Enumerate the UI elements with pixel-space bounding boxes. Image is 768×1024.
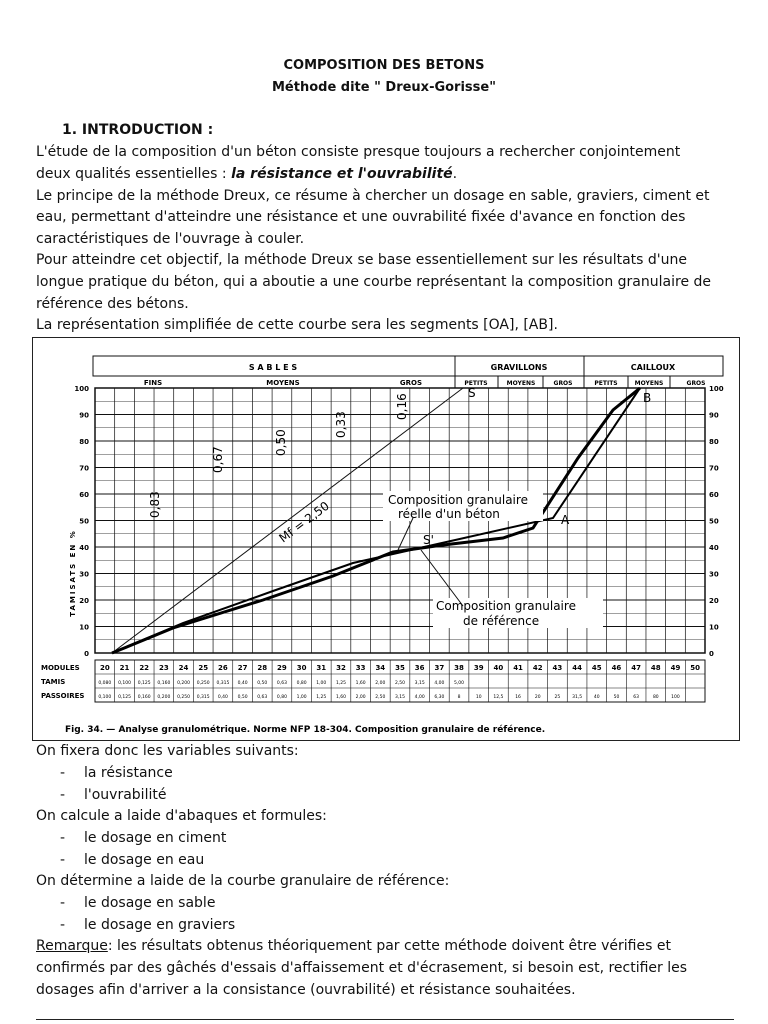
passoire-value: 2,00 [355, 695, 366, 700]
tamis-value: 0,200 [177, 681, 190, 686]
module-value: 49 [670, 664, 681, 672]
remark-line: dosages afin d'arriver a la consistance (ouvrabilité) et résistance souhaitées. [36, 982, 576, 998]
list-item: - le dosage en graviers [60, 917, 236, 933]
module-value: 40 [493, 664, 504, 672]
passoire-value: 31,5 [572, 695, 583, 700]
subheader-moyens-gravillons: MOYENS [506, 380, 536, 387]
module-value: 39 [473, 664, 484, 672]
list-item-text: l'ouvrabilité [84, 787, 167, 803]
passoire-value: 100 [671, 695, 680, 700]
remark-line: confirmés par des gâchés d'essais d'affaissement et d'écrasement, si besoin est, rectifier les [36, 960, 688, 976]
tamis-value: 0,80 [296, 681, 307, 686]
passoire-value: 0,250 [177, 695, 190, 700]
sieve-row-label: MODULES [41, 664, 80, 672]
remark-text: : les résultats obtenus théoriquement par cette méthode doivent être vérifies et [107, 938, 671, 954]
det-intro: On détermine a laide de la courbe granulaire de référence: [36, 873, 450, 889]
y-tick-right: 50 [709, 517, 719, 526]
subheader-gros: GROS [399, 379, 423, 387]
passoire-value: 0,40 [217, 695, 228, 700]
y-tick-right: 90 [709, 411, 719, 420]
passoire-value: 0,315 [196, 695, 210, 700]
list-item: - l'ouvrabilité [60, 787, 167, 803]
ref-label-line2: de référence [463, 614, 540, 628]
passoire-value: 63 [633, 695, 639, 700]
tamis-value: 5,00 [454, 681, 465, 686]
module-value: 45 [591, 664, 602, 672]
calc-intro: On calcule a laide d'abaques et formules: [36, 808, 327, 824]
intro-line: caractéristiques de l'ouvrage à couler. [36, 231, 305, 247]
intro-text: deux qualités essentielles : [36, 166, 232, 182]
module-value: 21 [119, 664, 130, 672]
passoire-value: 25 [554, 695, 561, 700]
list-item-text: le dosage en eau [84, 852, 205, 868]
tamis-value: 0,080 [98, 681, 112, 686]
modulus-label-050: 0,50 [274, 429, 288, 456]
intro-line: Pour atteindre cet objectif, la méthode Dreux se base essentiellement sur les résultats d'une [36, 252, 687, 268]
module-value: 47 [631, 664, 642, 672]
module-value: 46 [611, 664, 622, 672]
module-value: 22 [139, 664, 150, 672]
intro-line: longue pratique du béton, qui a aboutie a une courbe représentant la composition granulaire de [36, 274, 712, 290]
tamis-value: 0,63 [276, 681, 287, 686]
module-value: 35 [395, 664, 405, 672]
sieve-row-label: PASSOIRES [41, 692, 85, 700]
header-cailloux: CAILLOUX [630, 363, 676, 372]
y-tick-left: 40 [79, 544, 89, 552]
modulus-label-016: 0,16 [395, 393, 409, 420]
y-tick-right: 60 [709, 491, 719, 499]
module-value: 31 [316, 664, 327, 672]
tamis-value: 0,50 [257, 681, 268, 686]
y-tick-left: 20 [79, 597, 89, 605]
list-item-text: le dosage en graviers [84, 917, 236, 933]
passoire-value: 0,63 [257, 695, 268, 700]
tamis-value: 1,00 [316, 681, 327, 686]
list-item-text: la résistance [84, 765, 173, 781]
module-value: 28 [257, 664, 268, 672]
y-tick-right: 70 [709, 464, 719, 473]
ref-label-pointer [421, 550, 463, 606]
module-value: 44 [572, 664, 582, 672]
section-heading-introduction: 1. INTRODUCTION : [62, 122, 214, 138]
y-tick-left: 0 [84, 650, 89, 658]
tamis-value: 0,100 [118, 681, 131, 686]
module-value: 32 [336, 664, 346, 672]
header-sables: S A B L E S [248, 363, 298, 372]
intro-line [36, 166, 457, 182]
remark-line [36, 938, 671, 954]
passoire-value: 12,5 [493, 695, 504, 700]
sieve-table [41, 660, 705, 702]
point-a-label: A [561, 513, 570, 527]
tamis-value: 0,40 [237, 681, 248, 686]
module-value: 34 [375, 664, 386, 672]
passoire-value: 0,160 [137, 695, 151, 700]
point-b-label: B [643, 391, 652, 405]
y-tick-right: 0 [709, 650, 714, 658]
document-title: COMPOSITION DES BETONS [283, 58, 485, 73]
real-label-line2: réelle d'un béton [398, 507, 500, 521]
tamis-value: 0,250 [196, 681, 210, 686]
passoire-value: 10 [475, 695, 482, 700]
emphasis-text: la résistance et l'ouvrabilité [231, 166, 453, 182]
y-tick-left: 70 [79, 464, 89, 473]
y-tick-right: 80 [709, 438, 719, 446]
passoire-value: 40 [593, 695, 600, 700]
tamis-value: 0,125 [137, 681, 151, 686]
y-tick-left: 50 [79, 517, 89, 526]
intro-line: Le principe de la méthode Dreux, ce résume à chercher un dosage en sable, graviers, ciment et [36, 188, 710, 204]
passoire-value: 16 [515, 695, 521, 700]
module-value: 36 [414, 664, 425, 672]
footer-rule [36, 1019, 734, 1020]
list-item: - le dosage en eau [60, 852, 205, 868]
passoire-value: 8 [457, 695, 461, 700]
tamis-value: 0,160 [157, 681, 171, 686]
ref-label-line1: Composition granulaire [436, 599, 576, 613]
variables-intro: On fixera donc les variables suivants: [36, 743, 299, 759]
point-s-prime-label: S' [423, 533, 434, 547]
y-tick-left: 60 [79, 491, 89, 499]
tamis-value: 4,00 [434, 681, 445, 686]
module-value: 25 [198, 664, 209, 672]
passoire-value: 3,15 [394, 695, 406, 700]
tamis-value: 2,50 [394, 681, 406, 686]
passoire-value: 2,50 [375, 695, 386, 700]
list-item: - la résistance [60, 765, 173, 781]
passoire-value: 4,00 [414, 695, 425, 700]
module-value: 27 [237, 664, 248, 672]
modulus-label-033: 0,33 [334, 411, 348, 438]
list-item: - le dosage en ciment [60, 830, 227, 846]
module-value: 26 [218, 664, 228, 672]
module-value: 33 [355, 664, 366, 672]
header-gravillons: GRAVILLONS [490, 363, 548, 372]
y-tick-right: 20 [709, 597, 719, 605]
subheader-gros-gravillons: GROS [553, 380, 573, 387]
y-tick-left: 90 [79, 411, 89, 420]
subheader-fins: FINS [143, 379, 163, 387]
module-value: 41 [513, 664, 523, 672]
list-item-text: le dosage en ciment [84, 830, 227, 846]
passoire-value: 50 [613, 695, 620, 700]
subheader-petits: PETITS [464, 380, 488, 387]
tamis-value: 3,15 [414, 681, 425, 686]
granulometric-chart [33, 338, 739, 740]
subheader-moyens: MOYENS [266, 379, 300, 387]
intro-line: eau, permettant d'atteindre une résistance et une ouvrabilité fixée d'avance en fonction des [36, 209, 686, 225]
intro-line: référence des bétons. [36, 296, 189, 312]
y-tick-left: 10 [79, 623, 89, 632]
intro-text: . [452, 166, 458, 182]
remark-label: Remarque [36, 938, 108, 954]
intro-line: La représentation simplifiée de cette courbe sera les segments [OA], [AB]. [36, 317, 558, 333]
module-value: 43 [552, 664, 563, 672]
figure-caption: Fig. 34. — Analyse granulométrique. Norme NFP 18-304. Composition granulaire de référence. [65, 725, 546, 735]
modulus-label-067: 0,67 [211, 446, 225, 473]
module-value: 38 [454, 664, 464, 672]
subheader-moyens-cailloux: MOYENS [634, 380, 664, 387]
subheader-gros-cailloux: GROS [686, 380, 706, 387]
passoire-value: 1,25 [316, 695, 327, 700]
passoire-value: 80 [652, 695, 659, 700]
y-tick-left: 100 [74, 385, 89, 393]
passoire-value: 20 [534, 695, 541, 700]
passoire-value: 1,60 [335, 695, 346, 700]
list-item-text: le dosage en sable [84, 895, 216, 911]
real-label-pointer [398, 518, 413, 550]
passoire-value: 0,80 [276, 695, 287, 700]
module-value: 24 [178, 664, 189, 672]
point-s-label: S [468, 386, 476, 400]
module-value: 48 [650, 664, 661, 672]
passoire-value: 0,50 [237, 695, 248, 700]
passoire-value: 0,100 [98, 695, 112, 700]
sieve-row-label: TAMIS [41, 678, 66, 686]
passoire-value: 1,00 [296, 695, 307, 700]
y-tick-right: 40 [709, 544, 719, 552]
tamis-value: 1,25 [335, 681, 346, 686]
granulometric-figure [32, 337, 740, 741]
passoire-value: 0,200 [157, 695, 171, 700]
tamis-value: 2,00 [375, 681, 386, 686]
y-tick-left: 80 [79, 438, 89, 446]
document-subtitle: Méthode dite " Dreux-Gorisse" [271, 80, 496, 95]
passoire-value: 6,30 [434, 695, 445, 700]
y-tick-right: 10 [709, 623, 719, 632]
module-value: 37 [434, 664, 445, 672]
intro-line: L'étude de la composition d'un béton consiste presque toujours a rechercher conjointement [36, 144, 681, 160]
tamis-value: 1,60 [355, 681, 366, 686]
module-value: 29 [277, 664, 287, 672]
tamis-value: 0,315 [216, 681, 230, 686]
subheader-petits-cailloux: PETITS [594, 380, 618, 387]
modulus-label-083: 0,83 [148, 491, 162, 518]
passoire-value: 0,125 [118, 695, 131, 700]
list-item: - le dosage en sable [60, 895, 216, 911]
y-tick-right: 100 [709, 385, 724, 393]
module-value: 50 [690, 664, 701, 672]
y-axis-label: TAMISATS EN % [69, 529, 77, 617]
module-value: 42 [532, 664, 543, 672]
mf-label: Mf = 2,50 [276, 498, 332, 546]
module-value: 20 [99, 664, 110, 672]
module-value: 23 [158, 664, 169, 672]
module-value: 30 [296, 664, 307, 672]
real-label-line1: Composition granulaire [388, 493, 528, 507]
y-tick-right: 30 [709, 570, 719, 579]
y-tick-left: 30 [79, 570, 89, 579]
